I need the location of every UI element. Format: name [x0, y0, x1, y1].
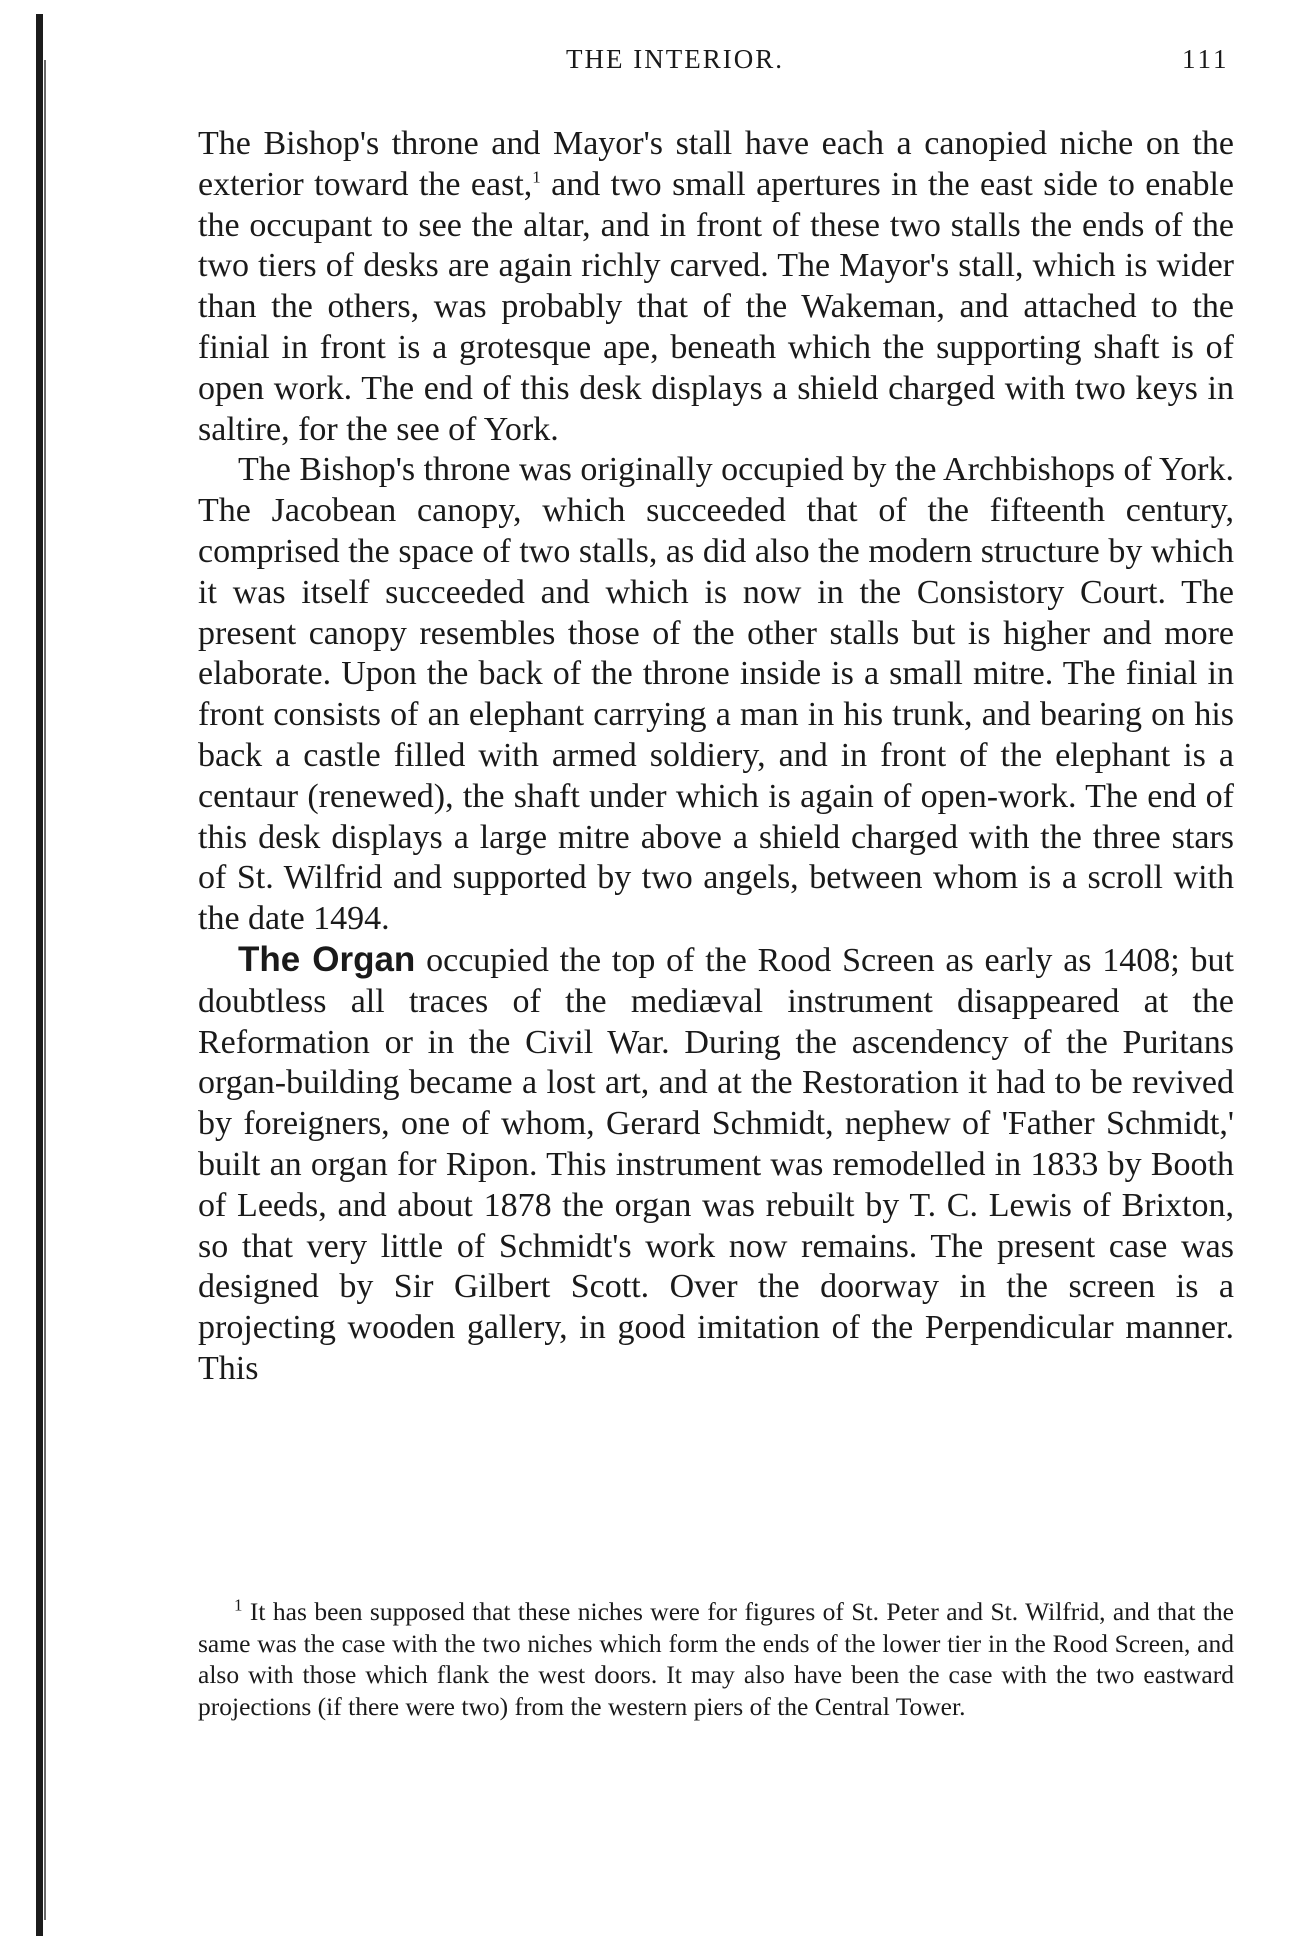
footnote [198, 1596, 1234, 1722]
footnote-text: It has been supposed that these niches were for figures of St. Peter and St. Wilfrid, and that the same was the case with the two niches which form the ends of the lower tier in the Rood Screen, and also with those which flank the west doors. It may also have been the case with the two eastward projections (if there were two) from the western piers of the Central Tower. [198, 1597, 1234, 1721]
section-heading-organ: The Organ [238, 939, 416, 979]
paragraph-text: The Bishop's throne and Mayor's stall have each a canopied niche on the exterior toward the east, [198, 125, 1234, 203]
paragraph-bishops-throne: The Bishop's throne was originally occupied by the Archbishops of York. The Jacobean canopy, which succeeded that of the fifteenth century, comprised the space of two stalls, as did also the modern structure by which it was itself succeeded and which is now in the Consistory Court. The present canopy resembles those of the other stalls but is higher and more elaborate. Upon the back of the throne inside is a small mitre. The finial in front consists of an elephant carrying a man in his trunk, and bearing on his back a castle filled with armed soldiery, and in front of the elephant is a centaur (renewed), the shaft under which is again of open-work. The end of this desk displays a large mitre above a shield charged with the three stars of St. Wilfrid and supported by two angels, between whom is a scroll with the date 1494. [198, 451, 1234, 938]
footnote-reference: 1 [532, 167, 541, 187]
paragraph-organ [198, 940, 1234, 1390]
page-binding-edge [36, 14, 43, 1936]
paragraph-text: occupied the top of the Rood Screen as early as 1408; but doubtless all traces of the mediæval instrument disappeared at the Reformation or in the Civil War. During the ascendency of the Puritans organ-building became a lost art, and at the Restoration it had to be revived by foreigners, one of whom, Gerard Schmidt, nephew of 'Father Schmidt,' built an organ for Ripon. This instrument was remodelled in 1833 by Booth of Leeds, and about 1878 the organ was rebuilt by T. C. Lewis of Brixton, so that very little of Schmidt's work now remains. The present case was designed by Sir Gilbert Scott. Over the doorway in the screen is a projecting wooden gallery, in good imitation of the Perpendicular manner. This [198, 941, 1234, 1387]
running-title: THE INTERIOR. [566, 44, 784, 74]
main-text [198, 124, 1234, 1390]
footnote-marker: 1 [234, 1595, 243, 1615]
page-binding-shadow [44, 60, 46, 1920]
footnotes [198, 1596, 1234, 1722]
paragraph-bishops-throne-and-mayors-stall [198, 124, 1234, 450]
paragraph-text: and two small apertures in the east side to enable the occupant to see the altar, and in front of these two stalls the ends of the two tiers of desks are again richly carved. The Mayor's stall, which is wider than the others, was probably that of the Wakeman, and attached to the finial in front is a grotesque ape, beneath which the supporting shaft is of open work. The end of this desk displays a shield charged with two keys in saltire, for the see of York. [198, 165, 1234, 448]
page-header [0, 44, 1302, 84]
page-number: 111 [1182, 44, 1230, 74]
